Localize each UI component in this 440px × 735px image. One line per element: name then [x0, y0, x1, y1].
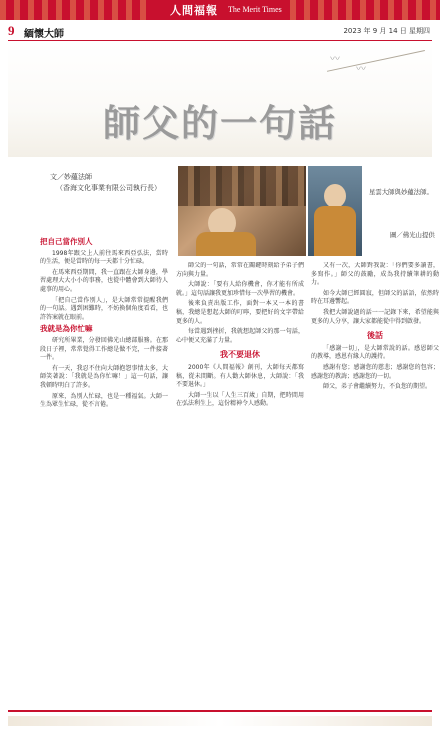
article-paragraph: 有一天，我忍不住向大師抱怨事情太多，大師笑著說：「我就是為你忙嘛！」這一句話，讓我頓時明白了許多。 [40, 364, 168, 389]
person-robe [196, 232, 256, 256]
bird-icon: 〰 [356, 64, 366, 75]
column-subhead: 把自己當作別人 [40, 237, 93, 246]
article-photo [178, 166, 306, 256]
article-column-1 [40, 235, 168, 705]
masthead-decoration-left [0, 0, 150, 20]
article-paragraph: 我把大師說過的話一一記錄下來，希望能與更多的人分享，讓大家都能從中得到啟發。 [311, 308, 439, 325]
column-subhead: 後話 [367, 331, 383, 341]
article-column-3 [311, 262, 439, 705]
article-paragraph: 1998年跟父上人前往馬來西亞弘法，當時的生活，便是當時的每一天都十分忙碌。 [40, 249, 168, 266]
author-affiliation: （香海文化事業有限公司執行長） [56, 184, 161, 192]
article-paragraph: 「感謝一切」，是大師常說的話。感恩師父的教導，感恩有緣人的護持。 [311, 344, 439, 361]
page-number: 9 [8, 23, 15, 38]
article-paragraph: 在馬來西亞期間，我一直跟在大師身邊，學習處理大大小小的事務，也從中體會到大師待人處事的用心。 [40, 268, 168, 293]
masthead-decoration-right [290, 0, 440, 20]
article-paragraph: 「把自己當作別人」，是大師常常提醒我們的一句話。遇到困難時，不妨換個角度看看，也許答案就在眼前。 [40, 296, 168, 321]
person-robe [314, 206, 356, 256]
header-divider [8, 40, 432, 41]
article-paragraph: 感謝有您；感謝您的慈悲；感謝您的包容；感謝您的教誨；感謝您的一切。 [311, 363, 439, 380]
article-paragraph: 又有一次，大師對我說：「你們要多讀書，多寫作。」師父的鼓勵，成為我持續筆耕的動力。 [311, 262, 439, 287]
article-paragraph: 大師一生以「人生三百歲」自期，把時間用在弘法利生上，這份精神令人感動。 [176, 391, 304, 408]
article-paragraph: 如今大師已經圓寂，但師父的話語，依然時時在耳邊響起。 [311, 289, 439, 306]
newspaper-english-name: The Merit Times [228, 5, 282, 14]
section-name: 緬懷大師 [24, 29, 64, 40]
article-paragraph: 每當遇到挫折，我就想起師父的那一句話，心中便又充滿了力量。 [176, 328, 304, 344]
article-paragraph: 師父的一句話，常常在關鍵時刻給予弟子們方向與力量。 [176, 262, 304, 278]
article-paragraph: 大師說：「要有人給你機會，你才能有所成就。」這句話讓我更加珍惜每一次學習的機會。 [176, 281, 304, 297]
footer-decoration [8, 716, 432, 726]
issue-date: 2023 年 9 月 14 日 星期四 [343, 27, 430, 35]
masthead-bar [0, 0, 440, 20]
article-paragraph: 原來，為別人忙碌，也是一種福氣。大師一生為眾生忙碌，從不言倦。 [40, 392, 168, 409]
article-column-2 [176, 262, 304, 705]
footer-divider [8, 710, 432, 712]
photo-caption: 星雲大師與妙蘊法師。 [369, 188, 433, 196]
article-paragraph: 後來負責出版工作，面對一本又一本的書稿，我總是想起大師的叮嚀，要把好的文字帶給更多的人。 [176, 300, 304, 325]
column-subhead: 我不要退休 [220, 350, 260, 360]
bird-icon: 〰 [330, 54, 340, 65]
article-photo-right [308, 166, 362, 256]
bookshelf-background [178, 166, 306, 206]
article-paragraph: 研究所畢業，分發回佛光山總部服務。在那段日子裡，常常覺得工作總是做不完，一件接著一件。 [40, 336, 168, 362]
article-paragraph: 2000年《人間福報》創刊，大師每天都寫稿，從未間斷。有人勸大師休息，大師說：「我不要退休。」 [176, 363, 304, 389]
column-subhead: 我就是為你忙嘛 [40, 324, 93, 334]
newspaper-logo: 人間福報 [170, 4, 218, 17]
article-title: 師父的一句話 [103, 101, 337, 145]
article-paragraph: 師父，弟子會繼續努力，不負您的期望。 [323, 383, 432, 391]
photo-credit: 圖／佛光山提供 [390, 231, 435, 239]
article-author: 文／妙蘊法師 [50, 173, 92, 181]
person-head [324, 184, 346, 208]
